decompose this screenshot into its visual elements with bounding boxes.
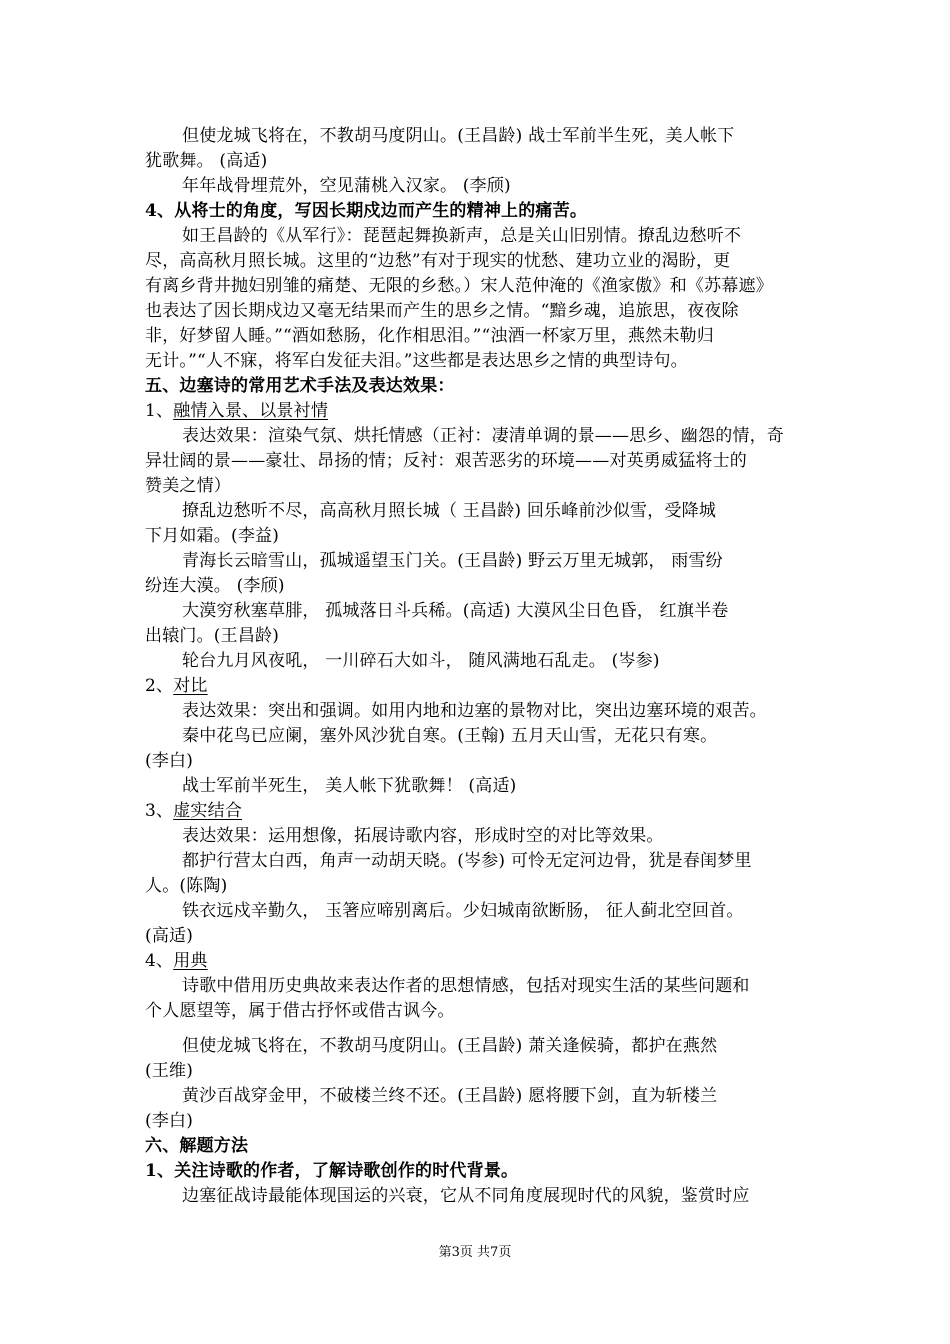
subsection-heading — [145, 799, 825, 824]
text-line: (李白) — [145, 1111, 194, 1131]
text-line: 年年战骨埋荒外，空见蒲桃入汉家。 (李颀) — [182, 176, 511, 196]
section-heading: 五、边塞诗的常用艺术手法及表达效果： — [145, 376, 455, 396]
subsection-title: 对比 — [173, 676, 208, 696]
text-line: 战士军前半死生， 美人帐下犹歌舞！ (高适) — [182, 776, 517, 796]
text-line: 秦中花鸟已应阑，塞外风沙犹自寒。(王翰) 五月天山雪，无花只有寒。 — [182, 726, 718, 746]
text-line: 人。(陈陶) — [145, 876, 228, 896]
text-line: 有离乡背井抛妇别雏的痛楚、无限的乡愁。）宋人范仲淹的《渔家傲》和《苏幕遮》 — [145, 276, 773, 296]
text-line: 表达效果：运用想像，拓展诗歌内容，形成时空的对比等效果。 — [182, 826, 664, 846]
subsection-number: 4、 — [145, 951, 174, 971]
section-heading: 4、从将士的角度，写因长期戍边而产生的精神上的痛苦。 — [145, 201, 588, 221]
text-line: 赞美之情） — [145, 476, 231, 496]
text-line: 表达效果：突出和强调。如用内地和边塞的景物对比，突出边塞环境的艰苦。 — [182, 701, 767, 721]
text-line: 都护行营太白西，角声一动胡天晓。(岑参) 可怜无定河边骨，犹是春闺梦里 — [182, 851, 752, 871]
subsection-number: 1、 — [145, 401, 174, 421]
text-line: 诗歌中借用历史典故来表达作者的思想情感，包括对现实生活的某些问题和 — [182, 976, 750, 996]
text-line: (王维) — [145, 1061, 194, 1081]
text-line: 黄沙百战穿金甲，不破楼兰终不还。(王昌龄) 愿将腰下剑，直为斩楼兰 — [182, 1086, 718, 1106]
subsection-number: 3、 — [145, 801, 174, 821]
text-line: 撩乱边愁听不尽，高高秋月照长城（ 王昌龄) 回乐峰前沙似雪，受降城 — [182, 501, 717, 521]
section-heading: 六、解题方法 — [145, 1136, 249, 1156]
subsection-title: 用典 — [173, 951, 208, 971]
text-line: 铁衣远戍辛勤久， 玉箸应啼别离后。少妇城南欲断肠， 征人蓟北空回首。 — [182, 901, 744, 921]
text-line: 青海长云暗雪山，孤城遥望玉门关。(王昌龄) 野云万里无城郭， 雨雪纷 — [182, 551, 723, 571]
section-heading: 1、关注诗歌的作者，了解诗歌创作的时代背景。 — [145, 1161, 519, 1181]
text-line: (高适) — [145, 926, 194, 946]
subsection-title: 融情入景、以景衬情 — [173, 401, 329, 421]
text-line: 无计。”“人不寐，将军白发征夫泪。”这些都是表达思乡之情的典型诗句。 — [145, 351, 688, 371]
text-line: 尽，高高秋月照长城。这里的“边愁”有对于现实的忧愁、建功立业的渴盼，更 — [145, 251, 731, 271]
text-line: 但使龙城飞将在，不教胡马度阴山。(王昌龄) 萧关逢候骑，都护在燕然 — [182, 1036, 718, 1056]
text-line: 异壮阔的景——豪壮、昂扬的情；反衬：艰苦恶劣的环境——对英勇威猛将士的 — [145, 451, 747, 471]
text-line: (李白) — [145, 751, 194, 771]
text-line: 表达效果：渲染气氛、烘托情感（正衬：凄清单调的景——思乡、幽怨的情，奇 — [182, 426, 784, 446]
subsection-heading — [145, 674, 825, 699]
text-line: 下月如霜。(李益) — [145, 526, 280, 546]
text-line: 轮台九月风夜吼， 一川碎石大如斗， 随风满地石乱走。 (岑参) — [182, 651, 660, 671]
subsection-heading — [145, 399, 825, 424]
text-line: 也表达了因长期戍边又毫无结果而产生的思乡之情。“黯乡魂，追旅思，夜夜除 — [145, 301, 739, 321]
text-line: 犹歌舞。 (高适) — [145, 151, 268, 171]
page-footer: 第3页 共7页 — [438, 1245, 512, 1260]
text-line: 但使龙城飞将在，不教胡马度阴山。(王昌龄) 战士军前半生死，美人帐下 — [182, 126, 735, 146]
text-line: 纷连大漠。 (李颀) — [145, 576, 285, 596]
text-line: 出辕门。(王昌龄) — [145, 626, 280, 646]
text-line: 大漠穷秋塞草腓， 孤城落日斗兵稀。(高适) 大漠风尘日色昏， 红旗半卷 — [182, 601, 729, 621]
text-line: 非，好梦留人睡。”“酒如愁肠，化作相思泪。”“浊酒一杯家万里，燕然未勒归 — [145, 326, 714, 346]
subsection-heading — [145, 949, 825, 974]
text-line: 个人愿望等，属于借古抒怀或借古讽今。 — [145, 1001, 455, 1021]
subsection-title: 虚实结合 — [173, 801, 243, 821]
text-line: 边塞征战诗最能体现国运的兴衰，它从不同角度展现时代的风貌，鉴赏时应 — [182, 1186, 750, 1206]
text-line: 如王昌龄的《从军行》：琵琶起舞换新声，总是关山旧别情。撩乱边愁听不 — [182, 226, 742, 246]
subsection-number: 2、 — [145, 676, 174, 696]
